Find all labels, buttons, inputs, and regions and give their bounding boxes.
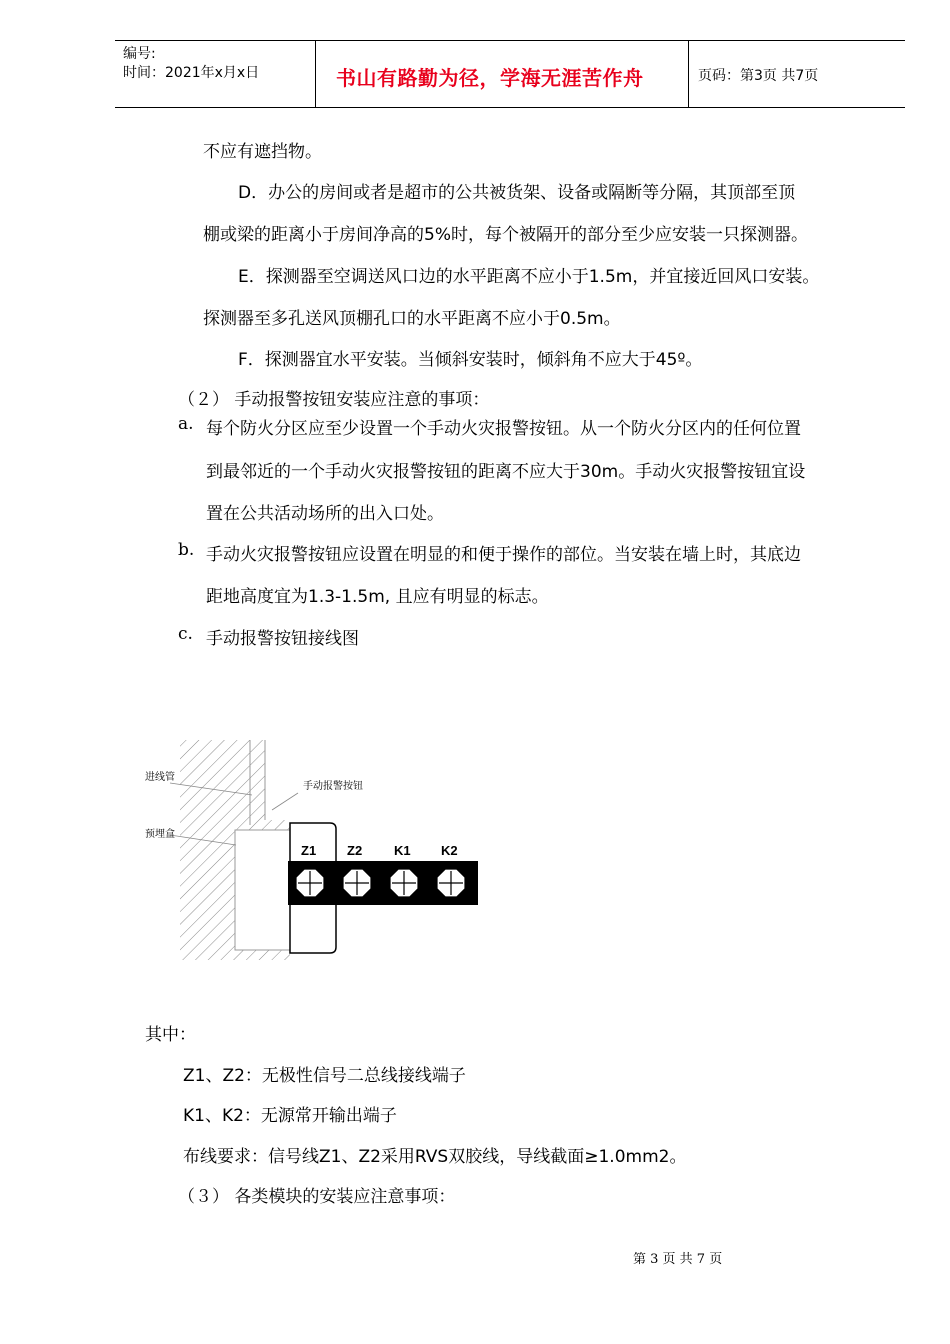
- wiring-diagram: [140, 735, 490, 995]
- button-label: 手动报警按钮: [303, 781, 363, 792]
- item-a-line1: 每个防火分区应至少设置一个手动火灾报警按钮。从一个防火分区内的任何位置: [206, 419, 801, 439]
- item-a-line3: 置在公共活动场所的出入口处。: [206, 504, 444, 524]
- z-terminal-description: Z1、Z2：无极性信号二总线接线端子: [183, 1066, 466, 1086]
- header-page-info: 页码：第3页 共7页: [698, 68, 819, 84]
- conduit-label: 进线管: [145, 772, 175, 783]
- header-divider-right: [688, 40, 689, 108]
- item-c-line1: 手动报警按钮接线图: [206, 629, 359, 649]
- section-3-heading: （３） 各类模块的安装应注意事项：: [178, 1187, 456, 1207]
- header-motto: 书山有路勤为径，学海无涯苦作舟: [336, 66, 644, 90]
- item-a-line2: 到最邻近的一个手动火灾报警按钮的距离不应大于30m。手动火灾报警按钮宜设: [206, 462, 806, 482]
- item-c-marker: c.: [178, 624, 193, 644]
- paragraph-f: F．探测器宜水平安装。当倾斜安装时，倾斜角不应大于45º。: [238, 350, 703, 370]
- item-b-line1: 手动火灾报警按钮应设置在明显的和便于操作的部位。当安装在墙上时，其底边: [206, 545, 801, 565]
- paragraph-c-continuation: 不应有遮挡物。: [203, 142, 322, 162]
- wiring-diagram-svg: [140, 735, 490, 995]
- where-label: 其中：: [145, 1025, 196, 1045]
- paragraph-e-line1: E．探测器至空调送风口边的水平距离不应小于1.5m，并宜接近回风口安装。: [238, 267, 820, 287]
- wiring-requirement: 布线要求：信号线Z1、Z2采用RVS双胶线，导线截面≥1.0mm2。: [183, 1147, 687, 1167]
- terminal-label-z1: Z1: [301, 843, 317, 858]
- box-label: 预埋盒: [145, 829, 175, 840]
- paragraph-d-line2: 棚或梁的距离小于房间净高的5%时，每个被隔开的部分至少应安装一只探测器。: [203, 225, 808, 245]
- header-time: 时间：2021年x月x日: [123, 65, 260, 81]
- header-serial: 编号:: [123, 46, 156, 62]
- terminal-label-z2: Z2: [347, 843, 363, 858]
- section-2-heading: （２） 手动报警按钮安装应注意的事项：: [178, 390, 490, 410]
- paragraph-e-line2: 探测器至多孔送风顶棚孔口的水平距离不应小于0.5m。: [203, 309, 621, 329]
- header-top-rule: [115, 40, 905, 41]
- item-b-line2: 距地高度宜为1.3-1.5m, 且应有明显的标志。: [206, 587, 549, 607]
- header-divider-left: [315, 40, 316, 108]
- header-bottom-rule: [115, 107, 905, 108]
- paragraph-d-line1: D．办公的房间或者是超市的公共被货架、设备或隔断等分隔，其顶部至顶: [238, 183, 796, 203]
- terminal-label-k2: K2: [441, 843, 458, 858]
- terminal-label-k1: K1: [394, 843, 411, 858]
- item-b-marker: b.: [178, 540, 195, 560]
- footer-page-number: 第 3 页 共 7 页: [633, 1252, 723, 1267]
- button-leader: [272, 793, 298, 810]
- item-a-marker: a.: [178, 414, 194, 434]
- embedded-box: [235, 830, 290, 950]
- k-terminal-description: K1、K2：无源常开输出端子: [183, 1106, 397, 1126]
